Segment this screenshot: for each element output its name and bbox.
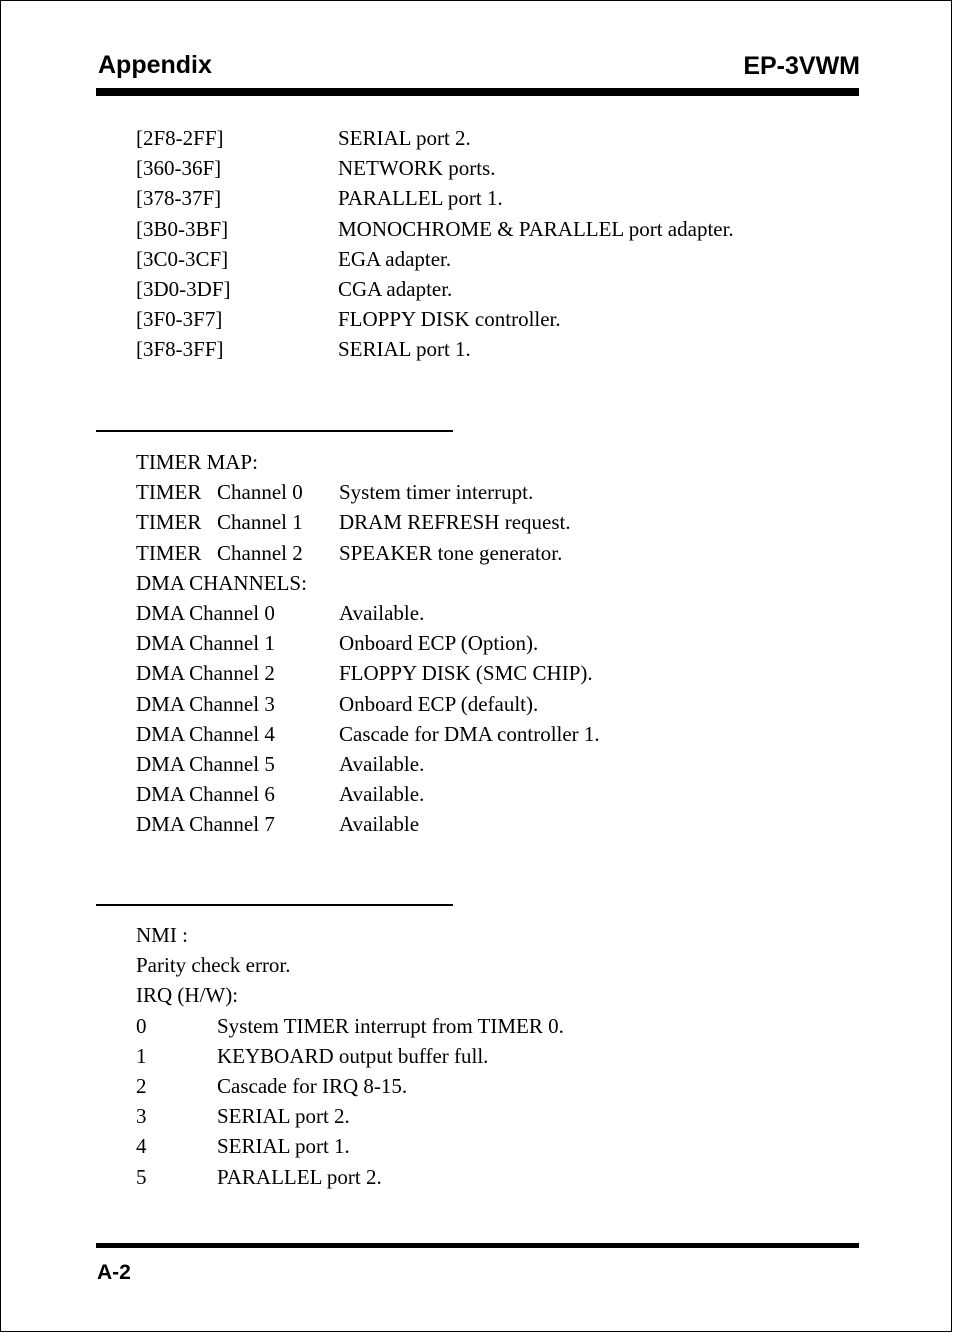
dma-channel: DMA Channel 0 xyxy=(136,600,275,625)
dma-channel: DMA Channel 3 xyxy=(136,691,275,716)
nmi-heading: NMI : xyxy=(136,923,188,947)
dma-description: Available. xyxy=(339,782,425,807)
timer-heading: TIMER MAP: xyxy=(136,450,258,474)
io-range: [360-36F] xyxy=(136,156,222,181)
irq-number: 1 xyxy=(136,1043,147,1068)
timer-channel: Channel 0 xyxy=(217,480,303,505)
io-device: SERIAL port 2. xyxy=(338,126,471,150)
io-range: [2F8-2FF] xyxy=(136,126,224,150)
section-divider xyxy=(96,430,453,432)
section-title: Appendix xyxy=(98,51,212,79)
header-rule xyxy=(96,88,859,96)
timer-channel: Channel 1 xyxy=(217,510,303,535)
irq-description: SERIAL port 1. xyxy=(217,1134,350,1159)
dma-description: Onboard ECP (Option). xyxy=(339,631,539,656)
io-range: [3C0-3CF] xyxy=(136,246,229,271)
irq-description: PARALLEL port 2. xyxy=(217,1164,382,1189)
io-device: NETWORK ports. xyxy=(338,156,496,181)
irq-description: Cascade for IRQ 8-15. xyxy=(217,1073,408,1098)
irq-number: 5 xyxy=(136,1164,147,1189)
irq-description: SERIAL port 2. xyxy=(217,1104,350,1129)
io-range: [3B0-3BF] xyxy=(136,216,229,241)
timer-label: TIMER xyxy=(136,480,202,505)
irq-heading: IRQ (H/W): xyxy=(136,983,239,1008)
timer-description: System timer interrupt. xyxy=(339,480,534,505)
page-number: A-2 xyxy=(97,1261,131,1284)
irq-description: System TIMER interrupt from TIMER 0. xyxy=(217,1013,564,1038)
dma-description: Available. xyxy=(339,600,425,625)
io-device: MONOCHROME & PARALLEL port adapter. xyxy=(338,216,734,241)
nmi-description: Parity check error. xyxy=(136,953,291,978)
irq-description: KEYBOARD output buffer full. xyxy=(217,1043,489,1068)
section-divider xyxy=(96,904,453,906)
irq-number: 3 xyxy=(136,1104,147,1129)
footer-rule xyxy=(96,1243,859,1248)
dma-description: Onboard ECP (default). xyxy=(339,691,539,716)
io-device: FLOPPY DISK controller. xyxy=(338,307,561,332)
dma-channel: DMA Channel 4 xyxy=(136,721,275,746)
timer-description: SPEAKER tone generator. xyxy=(339,540,563,565)
timer-description: DRAM REFRESH request. xyxy=(339,510,571,535)
irq-number: 0 xyxy=(136,1013,147,1038)
dma-channel: DMA Channel 6 xyxy=(136,782,275,807)
io-device: PARALLEL port 1. xyxy=(338,186,503,211)
io-range: [3F0-3F7] xyxy=(136,307,223,332)
dma-heading: DMA CHANNELS: xyxy=(136,570,307,595)
dma-description: Available. xyxy=(339,751,425,776)
model-name: EP-3VWM xyxy=(743,52,860,80)
irq-number: 2 xyxy=(136,1073,147,1098)
io-device: EGA adapter. xyxy=(338,246,452,271)
io-device: SERIAL port 1. xyxy=(338,337,471,362)
irq-number: 4 xyxy=(136,1134,147,1159)
io-range: [3D0-3DF] xyxy=(136,276,231,301)
timer-label: TIMER xyxy=(136,510,202,535)
timer-channel: Channel 2 xyxy=(217,540,303,565)
dma-description: Cascade for DMA controller 1. xyxy=(339,721,600,746)
dma-channel: DMA Channel 7 xyxy=(136,812,275,837)
dma-channel: DMA Channel 1 xyxy=(136,631,275,656)
io-range: [378-37F] xyxy=(136,186,222,211)
dma-channel: DMA Channel 5 xyxy=(136,751,275,776)
io-device: CGA adapter. xyxy=(338,276,453,301)
io-range: [3F8-3FF] xyxy=(136,337,224,362)
dma-description: FLOPPY DISK (SMC CHIP). xyxy=(339,661,593,686)
timer-label: TIMER xyxy=(136,540,202,565)
dma-description: Available xyxy=(339,812,420,837)
dma-channel: DMA Channel 2 xyxy=(136,661,275,686)
